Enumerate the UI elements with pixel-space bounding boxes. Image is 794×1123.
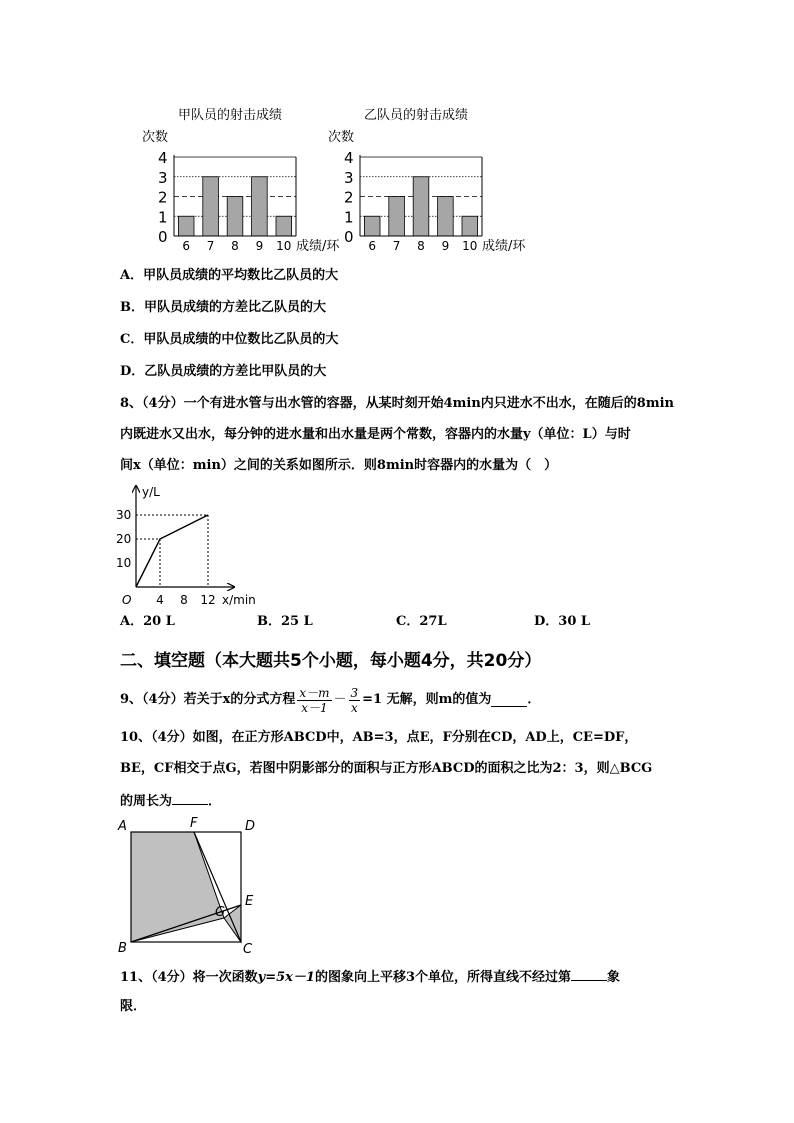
q9-suffix: =1 无解，则m的值为: [362, 692, 492, 707]
q9-fraction-1: [297, 686, 331, 715]
x-tick-label: 9: [441, 239, 450, 253]
bar-charts: [120, 95, 540, 260]
x-axis-label: x/min: [222, 593, 256, 607]
q9-answer-blank[interactable]: [491, 694, 527, 707]
q9-frac2-numerator: 3: [350, 685, 359, 700]
label-b: B: [118, 941, 127, 956]
q11-suffix: 象: [606, 970, 620, 985]
q7-option-a: A．甲队员成绩的平均数比乙队员的大: [120, 268, 339, 283]
bar-9: [438, 197, 454, 237]
y-tick-label: 3: [344, 168, 354, 187]
label-g: G: [215, 905, 226, 920]
q11-line-2: 限．: [120, 999, 147, 1014]
q7-option-b: B．甲队员成绩的方差比乙队员的大: [120, 300, 326, 315]
label-c: C: [243, 942, 253, 956]
chart-team-b: [328, 107, 526, 254]
q9-minus: －: [333, 692, 347, 707]
q10-line-2: BE，CF相交于点G，若图中阴影部分的面积与正方形ABCD的面积之比为2：3，则△BCG: [120, 761, 653, 776]
q11-function: y=5x－1: [257, 970, 315, 985]
bar-6: [178, 216, 194, 236]
guide-point-2: [136, 515, 208, 587]
bar-10: [462, 216, 478, 236]
q11-middle: 的图象向上平移3个单位，所得直线不经过第: [314, 970, 571, 985]
y-tick-label: 4: [158, 149, 168, 167]
chart-title: 乙队员的射击成绩: [364, 108, 469, 123]
water-line: [136, 515, 208, 587]
x-tick-label: 6: [182, 239, 191, 253]
q10-answer-blank[interactable]: [172, 792, 208, 805]
x-tick-label: 8: [180, 593, 188, 607]
y-tick-label: 10: [116, 556, 132, 570]
y-tick-label: 2: [344, 188, 354, 207]
bar-10: [276, 216, 292, 236]
q9-frac2-denominator: x: [350, 700, 358, 715]
y-tick-label: 2: [158, 188, 168, 207]
y-tick-label: 3: [158, 168, 168, 187]
q11-answer-blank[interactable]: [571, 968, 607, 981]
origin-label: O: [122, 593, 132, 607]
y-tick-label: 30: [116, 508, 132, 522]
q9-prefix: 9、（4分）若关于x的分式方程: [120, 692, 296, 707]
shaded-region-abfg: [131, 832, 224, 942]
y-axis-label: 次数: [142, 130, 169, 145]
q9: [120, 684, 540, 716]
x-tick-label: 7: [206, 239, 215, 253]
x-axis-label: 成绩/环: [482, 239, 526, 254]
q8-option-d: D．30 L: [534, 614, 591, 629]
q8-line-2: 内既进水又出水，每分钟的进水量和出水量是两个常数，容器内的水量y（单位：L）与时: [120, 427, 631, 442]
q11-line-1: [120, 968, 620, 986]
q8-graph: [110, 480, 270, 608]
y-tick-label: 1: [344, 208, 354, 227]
bar-7: [203, 177, 219, 236]
q8-option-c: C．27L: [396, 614, 447, 629]
y-tick-label: 20: [116, 532, 132, 546]
q10-end: ．: [208, 794, 222, 809]
y-tick-label: 1: [158, 208, 168, 227]
x-tick-label: 8: [417, 239, 425, 253]
q8-line-3: 间x（单位：min）之间的关系如图所示．则8min时容器内的水量为（ ）: [120, 458, 558, 473]
q10-line-3: [120, 792, 221, 810]
x-tick-label: 7: [392, 239, 401, 253]
y-tick-label: 0: [158, 228, 168, 246]
q8-line-1: 8、（4分）一个有进水管与出水管的容器，从某时刻开始4min内只进水不出水，在随后的8min: [120, 396, 674, 411]
label-a: A: [118, 819, 127, 834]
q10-line-3-text: 的周长为: [120, 794, 173, 809]
q9-frac1-numerator: x－m: [299, 685, 330, 700]
x-tick-label: 12: [200, 593, 216, 607]
q10-line-1: 10、（4分）如图，在正方形ABCD中，AB=3，点E，F分别在CD，AD上，CE=DF，: [120, 730, 638, 745]
label-d: D: [245, 819, 256, 834]
y-tick-label: 4: [344, 149, 354, 167]
x-tick-label: 4: [156, 593, 164, 607]
q8-option-b: B．25 L: [257, 614, 313, 629]
x-tick-label: 10: [276, 239, 292, 253]
y-axis-label: 次数: [328, 130, 355, 145]
bar-8: [227, 197, 243, 237]
bar-8: [413, 177, 429, 236]
label-f: F: [190, 816, 198, 831]
x-tick-label: 8: [231, 239, 239, 253]
q10-square-figure: [112, 814, 272, 956]
bar-6: [364, 216, 380, 236]
section-title: 二、填空题（本大题共5个小题，每小题4分，共20分）: [120, 651, 542, 671]
chart-title: 甲队员的射击成绩: [178, 108, 283, 123]
x-tick-label: 10: [462, 239, 478, 253]
label-e: E: [245, 894, 254, 909]
q7-option-d: D．乙队员成绩的方差比甲队员的大: [120, 364, 327, 379]
chart-team-a: [142, 107, 340, 254]
q7-option-c: C．甲队员成绩的中位数比乙队员的大: [120, 332, 339, 347]
q9-fraction-2: [349, 686, 361, 715]
q9-frac1-denominator: x－1: [301, 700, 328, 715]
y-axis-label: y/L: [142, 485, 160, 499]
bar-9: [252, 177, 268, 236]
q8-option-a: A．20 L: [120, 614, 175, 629]
q9-end: ．: [527, 692, 541, 707]
x-axis-label: 成绩/环: [296, 239, 340, 254]
x-tick-label: 6: [368, 239, 377, 253]
x-tick-label: 9: [255, 239, 264, 253]
y-tick-label: 0: [344, 228, 354, 246]
q11-prefix: 11、（4分）将一次函数: [120, 970, 258, 985]
bar-7: [389, 197, 405, 237]
